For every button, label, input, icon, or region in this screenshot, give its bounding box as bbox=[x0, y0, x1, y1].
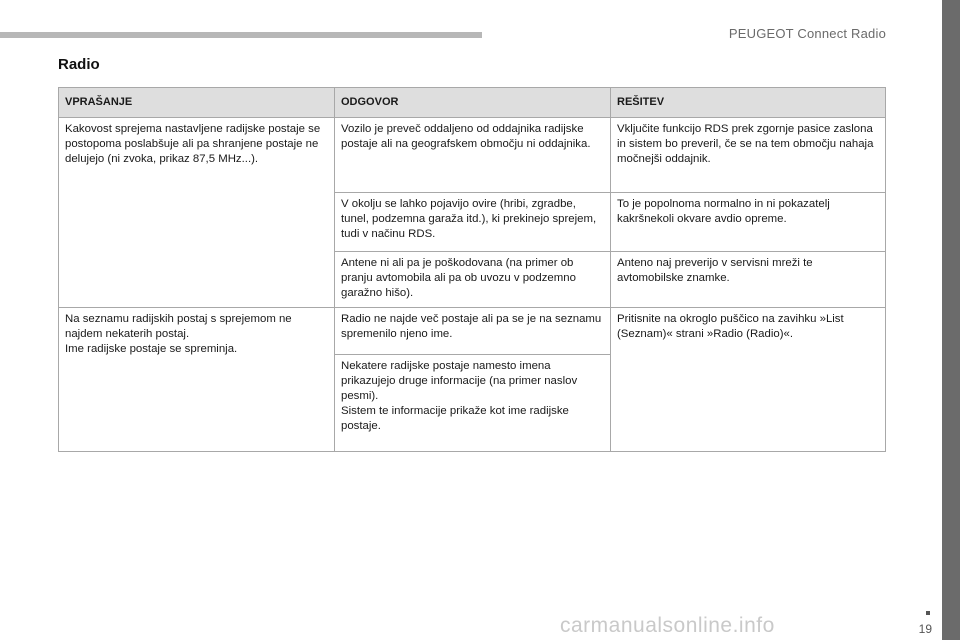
solution-cell: Vključite funkcijo RDS prek zgornje pasice zaslona in sistem bo preveril, če se na tem območju nahaja močnejši oddajnik. bbox=[611, 118, 886, 193]
table-row bbox=[59, 308, 886, 355]
solution-cell: Pritisnite na okroglo puščico na zavihku »List (Seznam)« strani »Radio (Radio)«. bbox=[611, 308, 886, 452]
column-header-question: VPRAŠANJE bbox=[59, 88, 335, 118]
answer-cell: Radio ne najde več postaje ali pa se je na seznamu spremenilo njeno ime. bbox=[335, 308, 611, 355]
footer-marker bbox=[926, 611, 930, 615]
question-text: Ime radijske postaje se spreminja. bbox=[65, 343, 238, 355]
solution-cell: To je popolnoma normalno in ni pokazatelj kakršnekoli okvare avdio opreme. bbox=[611, 193, 886, 252]
answer-cell bbox=[335, 355, 611, 452]
question-text: Kakovost sprejema nastavljene radijske postaje se postopoma poslabšuje ali pa shranjene postaje ne delujejo (ni zvoka, prikaz 87,5 MHz...). bbox=[65, 123, 321, 165]
question-text: Na seznamu radijskih postaj s sprejemom ne najdem nekaterih postaj. bbox=[65, 313, 292, 340]
answer-text: Sistem te informacije prikaže kot ime radijske postaje. bbox=[341, 405, 569, 432]
table-header-row bbox=[59, 88, 886, 118]
answer-cell: V okolju se lahko pojavijo ovire (hribi, zgradbe, tunel, podzemna garaža itd.), ki prekinejo sprejem, tudi v načinu RDS. bbox=[335, 193, 611, 252]
header-rule bbox=[0, 32, 482, 38]
header-product-title: PEUGEOT Connect Radio bbox=[728, 26, 886, 41]
page-edge-bar bbox=[942, 0, 960, 640]
question-cell bbox=[59, 308, 335, 452]
question-cell bbox=[59, 118, 335, 308]
answer-cell: Vozilo je preveč oddaljeno od oddajnika radijske postaje ali na geografskem območju ni oddajnika. bbox=[335, 118, 611, 193]
page-number: 19 bbox=[918, 622, 932, 636]
section-title: Radio bbox=[58, 56, 100, 73]
table-row bbox=[59, 118, 886, 193]
watermark: carmanualsonline.info bbox=[560, 614, 775, 637]
solution-cell: Anteno naj preverijo v servisni mreži te avtomobilske znamke. bbox=[611, 252, 886, 308]
answer-cell: Antene ni ali pa je poškodovana (na primer ob pranju avtomobila ali pa ob uvozu v podzemno garažno hišo). bbox=[335, 252, 611, 308]
troubleshooting-table bbox=[58, 87, 886, 452]
column-header-solution: REŠITEV bbox=[611, 88, 886, 118]
column-header-answer: ODGOVOR bbox=[335, 88, 611, 118]
answer-text: Nekatere radijske postaje namesto imena prikazujejo druge informacije (na primer naslov pesmi). bbox=[341, 360, 578, 402]
